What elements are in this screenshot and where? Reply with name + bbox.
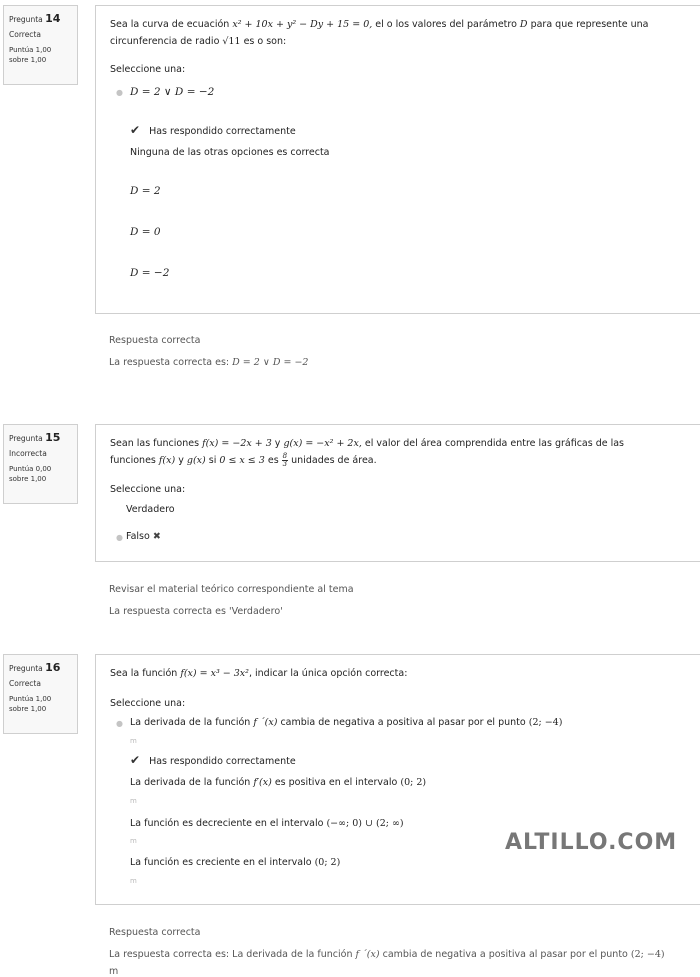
small-m: m [130,877,137,885]
feedback-text: Has respondido correctamente [149,126,296,137]
question-grade [9,694,72,714]
derivative: f ´(x) [355,949,380,960]
text: para que represente una [527,19,649,30]
option-text: cambia de negativa a positiva al pasar por el punto [277,717,529,728]
small-m: m [130,837,137,845]
question-label: Pregunta [9,664,43,673]
text: si [205,455,220,466]
option-text: es positiva en el intervalo [271,777,401,788]
param: D [519,19,528,30]
grade-score: Puntúa 0,00 [9,465,52,473]
answer-option[interactable]: D = 2 ∨ D = −2 [130,86,215,98]
outcome: Respuesta correcta [109,927,201,938]
question-grade [9,45,72,65]
right-answer-value: D = 2 ∨ D = −2 [232,357,309,368]
question-info-16 [3,654,78,734]
small-m: m [130,797,137,805]
question-label: Pregunta [9,15,43,24]
question-number: 16 [45,661,61,674]
question-content-16 [95,654,700,905]
interval: (0; 2) [400,777,427,788]
answer-option[interactable]: Ninguna de las otras opciones es correcta [130,147,330,158]
radio-selected[interactable]: ● [116,88,123,97]
text: , indicar la única opción correcta: [248,668,408,679]
derivative: f ´(x) [253,717,278,728]
check-icon: ✔ [130,753,141,767]
function-f: f(x) = −2x + 3 [202,438,272,449]
question-state: Correcta [9,30,41,39]
derivative: f′(x) [253,777,272,788]
question-text [110,665,690,682]
radio-selected[interactable]: ● [116,719,123,728]
text: circunferencia de radio [110,36,223,47]
feedback [130,123,296,137]
text: Sean las funciones [110,438,203,449]
equation: x² + 10x + y² − Dy + 15 = 0, [232,19,373,30]
answer-option-label: Falso [126,531,150,542]
function: f(x) = x³ − 3x² [180,668,249,679]
radius: √11 [222,36,241,47]
question-number: 14 [45,12,61,25]
cross-icon: ✖ [152,531,161,542]
text: unidades de área. [288,455,377,466]
answer-option[interactable] [130,818,404,829]
select-label: Seleccione una: [110,484,186,495]
range: 0 ≤ x ≤ 3 [219,455,265,466]
fx: f(x) [158,455,176,466]
answer-option[interactable] [130,717,562,728]
grade-max: sobre 1,00 [9,705,47,713]
question-info-15 [3,424,78,504]
text: el valor del área comprendida entre las gráficas de las [361,438,625,449]
point: (2; −4) [528,717,563,728]
answer-option-falso[interactable] [126,531,161,542]
answer-option[interactable]: D = 0 [130,226,161,238]
grade-max: sobre 1,00 [9,56,47,64]
option-text: La función es creciente en el intervalo [130,857,315,868]
right-answer-prefix: La respuesta correcta es: [109,357,233,368]
check-icon: ✔ [130,123,141,137]
fraction-numerator: 8 [282,452,288,460]
gx: g(x) [186,455,206,466]
interval: (0; 2) [314,857,341,868]
text: y [175,455,187,466]
small-m: m [109,966,119,977]
text: Sea la función [110,668,181,679]
right-answer [109,949,665,960]
text: funciones [110,455,159,466]
text: es [264,455,282,466]
text: es o son: [240,36,287,47]
outcome: Revisar el material teórico correspondiente al tema [109,584,354,595]
answer-option[interactable] [130,777,426,788]
watermark: ALTILLO.COM [505,830,678,855]
question-content-14 [95,5,700,314]
point: (2; −4) [630,949,665,960]
text: y [271,438,284,449]
radio-selected[interactable]: ● [116,533,123,542]
right-answer: La respuesta correcta es 'Verdadero' [109,606,283,617]
question-grade [9,464,72,484]
select-label: Seleccione una: [110,698,186,709]
fraction-denominator: 3 [282,460,288,468]
answer-option[interactable] [130,857,340,868]
select-label: Seleccione una: [110,64,186,75]
answer-option[interactable]: D = −2 [130,267,170,279]
text: el o los valores del parámetro [372,19,520,30]
question-label: Pregunta [9,434,43,443]
option-text: La derivada de la función [130,777,254,788]
grade-score: Puntúa 1,00 [9,46,52,54]
answer-option[interactable]: Verdadero [126,504,175,515]
grade-max: sobre 1,00 [9,475,47,483]
function-g: g(x) = −x² + 2x, [283,438,362,449]
question-content-15 [95,424,700,562]
question-info-14 [3,5,78,85]
question-state: Incorrecta [9,449,47,458]
question-state: Correcta [9,679,41,688]
right-answer-prefix: La respuesta correcta es: La derivada de la función [109,949,356,960]
outcome: Respuesta correcta [109,335,201,346]
answer-option[interactable]: D = 2 [130,185,161,197]
grade-score: Puntúa 1,00 [9,695,52,703]
question-text [110,16,690,50]
right-answer [109,357,308,368]
question-text [110,435,690,469]
interval: (−∞; 0) ∪ (2; ∞) [326,818,404,829]
right-answer-text: cambia de negativa a positiva al pasar por el punto [379,949,631,960]
question-number: 15 [45,431,61,444]
feedback [130,753,296,767]
text: Sea la curva de ecuación [110,19,233,30]
feedback-text: Has respondido correctamente [149,756,296,767]
option-text: La función es decreciente en el intervalo [130,818,327,829]
small-m: m [130,737,137,745]
option-text: La derivada de la función [130,717,254,728]
